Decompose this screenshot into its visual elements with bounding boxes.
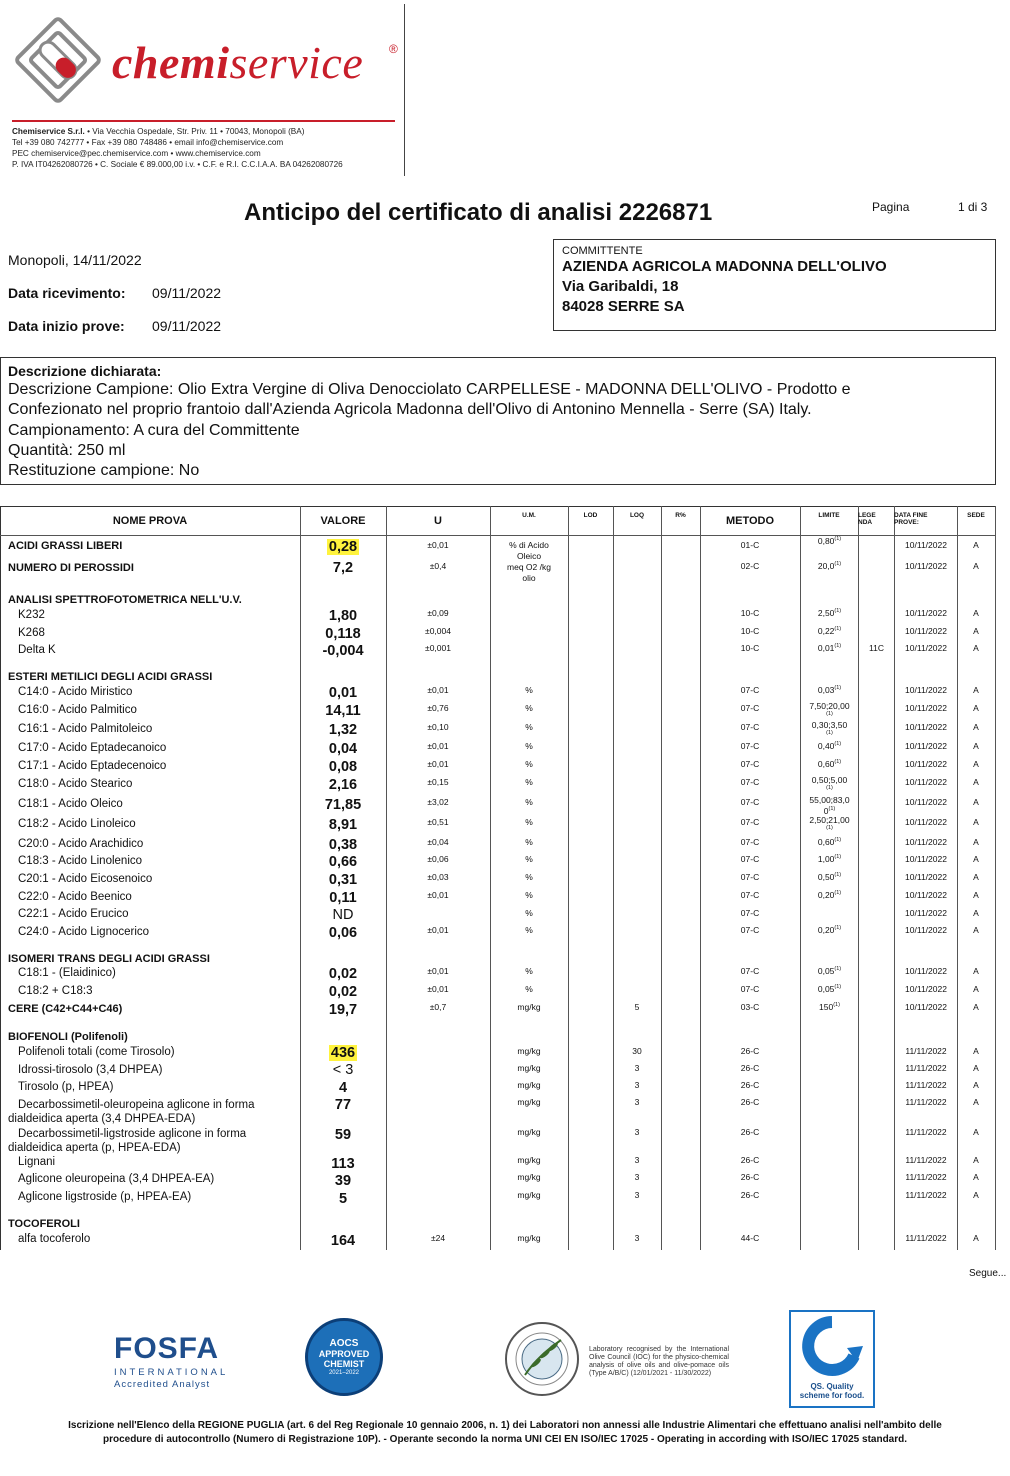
- row-method: 07-C: [740, 722, 760, 732]
- row-uncertainty: ±24: [430, 1233, 446, 1243]
- continued-note: Segue...: [969, 1268, 1007, 1279]
- page-label: Pagina: [872, 200, 910, 214]
- row-limit: 7,50;20,00 (1): [809, 701, 850, 717]
- row-method: 26-C: [740, 1080, 760, 1090]
- row-limit: 2,50;21,00 (1): [809, 815, 850, 831]
- row-unit: %: [525, 966, 533, 976]
- row-sede: A: [973, 759, 979, 769]
- row-name: K268: [18, 627, 45, 639]
- row-sede: A: [973, 837, 979, 847]
- row-date: 10/11/2022: [905, 1002, 947, 1012]
- row-date: 10/11/2022: [905, 626, 947, 636]
- column-divider: [568, 506, 569, 1250]
- row-date: 10/11/2022: [905, 908, 947, 918]
- row-name: Decarbossimetil-ligstroside aglicone in forma dialdeidica aperta (p, HPEA-EDA): [8, 1128, 247, 1154]
- row-date: 10/11/2022: [905, 854, 947, 864]
- row-uncertainty: ±0,04: [427, 837, 449, 847]
- ricevimento-value: 09/11/2022: [152, 285, 222, 301]
- row-date: 10/11/2022: [905, 703, 947, 713]
- row-sede: A: [973, 1097, 979, 1107]
- row-name: Idrossi-tirosolo (3,4 DHPEA): [18, 1064, 163, 1076]
- row-unit: mg/kg: [517, 1046, 541, 1056]
- row-value: 0,06: [328, 925, 358, 941]
- row-method: 02-C: [740, 561, 760, 571]
- row-date: 10/11/2022: [905, 540, 947, 550]
- row-uncertainty: ±0,51: [427, 817, 449, 827]
- row-loq: 5: [634, 1002, 640, 1012]
- aocs-badge: AOCS APPROVED CHEMIST 2021–2022: [305, 1318, 383, 1396]
- description-title: Descrizione dichiarata:: [8, 363, 162, 379]
- row-method: 10-C: [740, 608, 760, 618]
- row-value: 39: [334, 1173, 352, 1189]
- row-uncertainty: ±0,01: [427, 741, 449, 751]
- row-name: C22:0 - Acido Beenico: [18, 891, 132, 903]
- row-limit: 0,22$^{(1)}$: [817, 625, 842, 636]
- section-heading: ISOMERI TRANS DEGLI ACIDI GRASSI: [8, 953, 210, 965]
- row-limit: 0,01$^{(1)}$: [817, 642, 842, 653]
- row-name: C18:1 - Acido Oleico: [18, 798, 123, 810]
- row-name: C17:0 - Acido Eptadecanoico: [18, 742, 167, 754]
- row-unit: %: [525, 984, 533, 994]
- restitution-line: Restituzione campione: No: [8, 462, 200, 480]
- column-divider: [613, 506, 614, 1250]
- row-date: 10/11/2022: [905, 837, 947, 847]
- brand-wordmark: chemiservice: [112, 37, 364, 88]
- row-date: 11/11/2022: [905, 1233, 947, 1243]
- row-name: Decarbossimetil-oleuropeina aglicone in forma dialdeidica aperta (3,4 DHPEA-EDA): [8, 1099, 255, 1125]
- row-unit: %: [525, 797, 533, 807]
- row-date: 10/11/2022: [905, 797, 947, 807]
- company-address: Chemiservice S.r.l. • Via Vecchia Ospedale, Str. Priv. 11 • 70043, Monopoli (BA): [12, 127, 305, 136]
- row-value: 0,31: [328, 872, 358, 888]
- row-name: C14:0 - Acido Miristico: [18, 686, 133, 698]
- committente-box: [553, 239, 996, 331]
- row-name: C24:0 - Acido Lignocerico: [18, 926, 150, 938]
- row-date: 10/11/2022: [905, 890, 947, 900]
- row-unit: mg/kg: [517, 1063, 541, 1073]
- description-line: Descrizione Campione: Olio Extra Vergine di Oliva Denocciolato CARPELLESE - MADONNA DELL'OLIVO - Prodotto e: [8, 381, 851, 398]
- row-value: -0,004: [322, 643, 364, 659]
- row-sede: A: [973, 984, 979, 994]
- row-uncertainty: ±0,01: [427, 759, 449, 769]
- row-limit: 0,50$^{(1)}$: [817, 871, 842, 882]
- row-date: 11/11/2022: [905, 1080, 947, 1090]
- row-loq: 3: [634, 1063, 640, 1073]
- row-unit: %: [525, 759, 533, 769]
- row-date: 10/11/2022: [905, 643, 947, 653]
- row-date: 10/11/2022: [905, 925, 947, 935]
- row-value: 71,85: [324, 797, 362, 813]
- row-limit: 55,00;83,0 0$^{(1)}$: [809, 795, 850, 816]
- row-name: CERE (C42+C44+C46): [8, 1003, 123, 1015]
- row-name: C16:0 - Acido Palmitico: [18, 704, 137, 716]
- row-method: 07-C: [740, 984, 760, 994]
- col-header-legge: LEGE NDA: [858, 512, 876, 526]
- row-limit: 0,20$^{(1)}$: [817, 889, 842, 900]
- row-uncertainty: ±0,001: [425, 643, 451, 653]
- row-value: 1,32: [328, 722, 358, 738]
- row-sede: A: [973, 741, 979, 751]
- row-value: 164: [330, 1233, 356, 1249]
- row-unit: mg/kg: [517, 1127, 541, 1137]
- qs-arrow-icon: [791, 1312, 873, 1382]
- column-divider: [661, 506, 662, 1250]
- row-uncertainty: ±0,01: [427, 925, 449, 935]
- row-unit: %: [525, 925, 533, 935]
- row-method: 07-C: [740, 908, 760, 918]
- header-divider: [404, 4, 405, 176]
- row-value: 0,01: [328, 685, 358, 701]
- row-sede: A: [973, 777, 979, 787]
- row-date: 10/11/2022: [905, 777, 947, 787]
- row-value: 4: [338, 1080, 348, 1096]
- quantity-line: Quantità: 250 ml: [8, 441, 126, 459]
- row-sede: A: [973, 908, 979, 918]
- col-header-sede: SEDE: [967, 512, 985, 519]
- row-sede: A: [973, 626, 979, 636]
- row-value: 1,80: [328, 608, 358, 624]
- row-method: 26-C: [740, 1172, 760, 1182]
- row-sede: A: [973, 703, 979, 713]
- row-name: C20:1 - Acido Eicosenoico: [18, 873, 153, 885]
- column-divider: [858, 506, 859, 1250]
- row-value: 7,2: [332, 560, 354, 576]
- row-value: 0,38: [328, 837, 358, 853]
- row-unit: %: [525, 872, 533, 882]
- row-limit: 0,03$^{(1)}$: [817, 684, 842, 695]
- row-limit: 0,80$^{(1)}$: [817, 535, 842, 546]
- row-sede: A: [973, 1063, 979, 1073]
- row-limit: 0,20$^{(1)}$: [817, 924, 842, 935]
- row-uncertainty: ±0,4: [429, 561, 447, 571]
- row-legge: 11C: [869, 643, 884, 653]
- row-unit: mg/kg: [517, 1155, 541, 1165]
- row-name: Tirosolo (p, HPEA): [18, 1081, 114, 1093]
- col-header-metodo: METODO: [725, 514, 775, 527]
- row-method: 10-C: [740, 643, 760, 653]
- row-unit: %: [525, 685, 533, 695]
- row-date: 10/11/2022: [905, 817, 947, 827]
- brand-rule: [12, 120, 395, 122]
- row-limit: 2,50$^{(1)}$: [817, 607, 842, 618]
- row-loq: 30: [632, 1046, 642, 1056]
- committente-address: Via Garibaldi, 18: [562, 278, 679, 295]
- row-limit: 0,60$^{(1)}$: [817, 758, 842, 769]
- row-name: Delta K: [18, 644, 56, 656]
- row-date: 10/11/2022: [905, 741, 947, 751]
- row-uncertainty: ±0,76: [427, 703, 449, 713]
- row-sede: A: [973, 643, 979, 653]
- row-uncertainty: ±0,01: [427, 890, 449, 900]
- row-value: 19,7: [328, 1002, 358, 1018]
- row-uncertainty: ±0,01: [427, 984, 449, 994]
- company-contacts: Tel +39 080 742777 • Fax +39 080 748486 • email info@chemiservice.com: [12, 138, 284, 147]
- row-method: 07-C: [740, 741, 760, 751]
- row-loq: 3: [634, 1080, 640, 1090]
- row-name: ACIDI GRASSI LIBERI: [8, 540, 123, 552]
- row-method: 03-C: [740, 1002, 760, 1012]
- row-uncertainty: ±0,10: [427, 722, 449, 732]
- row-date: 11/11/2022: [905, 1127, 947, 1137]
- row-unit: %: [525, 817, 533, 827]
- row-method: 10-C: [740, 626, 760, 636]
- row-unit: %: [525, 703, 533, 713]
- row-unit: %: [525, 837, 533, 847]
- row-sede: A: [973, 890, 979, 900]
- row-sede: A: [973, 685, 979, 695]
- row-method: 26-C: [740, 1190, 760, 1200]
- row-limit: 0,50;5,00 (1): [811, 775, 848, 791]
- section-heading: BIOFENOLI (Polifenoli): [8, 1031, 128, 1043]
- row-unit: mg/kg: [517, 1097, 541, 1107]
- row-value: 436: [330, 1045, 356, 1061]
- row-sede: A: [973, 1172, 979, 1182]
- row-method: 07-C: [740, 966, 760, 976]
- row-name: NUMERO DI PEROSSIDI: [8, 562, 134, 574]
- row-loq: 3: [634, 1190, 640, 1200]
- row-uncertainty: ±3,02: [427, 797, 449, 807]
- col-header-limite: LIMITE: [818, 512, 840, 519]
- col-header-loq: LOQ: [629, 512, 645, 519]
- row-date: 10/11/2022: [905, 561, 947, 571]
- row-date: 10/11/2022: [905, 685, 947, 695]
- row-unit: %: [525, 777, 533, 787]
- row-unit: %: [525, 890, 533, 900]
- col-header-um: U.M.: [522, 512, 536, 519]
- row-loq: 3: [634, 1097, 640, 1107]
- row-value: 0,04: [328, 741, 358, 757]
- row-method: 07-C: [740, 703, 760, 713]
- company-web: PEC chemiservice@pec.chemiservice.com • www.chemiservice.com: [12, 149, 261, 158]
- row-sede: A: [973, 1046, 979, 1056]
- row-value: 8,91: [328, 817, 358, 833]
- col-header-r: R%: [675, 512, 686, 519]
- row-unit: mg/kg: [517, 1190, 541, 1200]
- row-name: C18:2 + C18:3: [18, 985, 93, 997]
- column-divider: [995, 506, 996, 1250]
- row-date: 11/11/2022: [905, 1155, 947, 1165]
- fosfa-subtitle: Accredited Analyst: [114, 1379, 211, 1390]
- row-method: 07-C: [740, 685, 760, 695]
- row-method: 01-C: [740, 540, 760, 550]
- row-sede: A: [973, 722, 979, 732]
- row-uncertainty: ±0,06: [427, 854, 449, 864]
- row-sede: A: [973, 854, 979, 864]
- section-heading: TOCOFEROLI: [8, 1218, 80, 1230]
- row-name: alfa tocoferolo: [18, 1233, 91, 1245]
- row-unit: mg/kg: [517, 1172, 541, 1182]
- row-value: 0,11: [329, 890, 357, 906]
- row-limit: 0,30;3,50 (1): [811, 720, 848, 736]
- row-date: 11/11/2022: [905, 1046, 947, 1056]
- row-uncertainty: ±0,004: [425, 626, 451, 636]
- legal-footer: Iscrizione nell'Elenco della REGIONE PUGLIA (art. 6 del Reg Regionale 10 gennaio 2006, n. 1) dei Laboratori non annessi alle Industrie Alimentari che effettuano analisi nell'ambito delle procedure di autocontrollo (Numero di Registrazione 10P). - Operante secondo la norma UNI CEI EN ISO/IEC 17025 - Operating in according with ISO/IEC 17025 standard.: [68, 1420, 942, 1445]
- page-number: 1 di 3: [958, 200, 988, 214]
- row-date: 10/11/2022: [905, 759, 947, 769]
- row-limit: 20,0$^{(1)}$: [817, 560, 842, 571]
- row-unit: meq O2 /kg olio: [507, 562, 551, 583]
- row-name: C18:2 - Acido Linoleico: [18, 818, 136, 830]
- row-date: 11/11/2022: [905, 1172, 947, 1182]
- row-limit: 0,40$^{(1)}$: [817, 740, 842, 751]
- row-method: 07-C: [740, 837, 760, 847]
- row-name: C18:1 - (Elaidinico): [18, 967, 116, 979]
- row-name: C22:1 - Acido Erucico: [18, 908, 129, 920]
- row-uncertainty: ±0,7: [429, 1002, 447, 1012]
- col-header-u: U: [434, 514, 442, 527]
- row-value: 0,08: [328, 759, 358, 775]
- row-value: ND: [332, 907, 354, 923]
- row-method: 44-C: [740, 1233, 760, 1243]
- row-limit: 0,60$^{(1)}$: [817, 836, 842, 847]
- row-date: 10/11/2022: [905, 872, 947, 882]
- row-limit: 150$^{(1)}$: [819, 1001, 840, 1012]
- row-method: 26-C: [740, 1097, 760, 1107]
- row-sede: A: [973, 1233, 979, 1243]
- row-value: 0,02: [328, 984, 358, 1000]
- row-name: Lignani: [18, 1156, 56, 1168]
- row-sede: A: [973, 1155, 979, 1165]
- row-uncertainty: ±0,03: [427, 872, 449, 882]
- row-loq: 3: [634, 1127, 640, 1137]
- row-name: Aglicone oleuropeina (3,4 DHPEA-EA): [18, 1173, 215, 1185]
- row-name: C18:0 - Acido Stearico: [18, 778, 133, 790]
- fosfa-subtitle: INTERNATIONAL: [114, 1367, 229, 1378]
- row-value: 0,02: [328, 966, 358, 982]
- row-value: 14,11: [325, 703, 361, 719]
- row-loq: 3: [634, 1233, 640, 1243]
- description-box: [0, 357, 996, 485]
- row-name: K232: [18, 609, 45, 621]
- row-date: 10/11/2022: [905, 608, 947, 618]
- row-value: 59: [334, 1127, 352, 1143]
- row-value: 2,16: [328, 777, 358, 793]
- row-method: 26-C: [740, 1155, 760, 1165]
- row-unit: mg/kg: [517, 1080, 541, 1090]
- row-sede: A: [973, 1190, 979, 1200]
- row-name: C16:1 - Acido Palmitoleico: [18, 723, 153, 735]
- row-method: 07-C: [740, 925, 760, 935]
- row-name: C18:3 - Acido Linolenico: [18, 855, 143, 867]
- row-unit: %: [525, 854, 533, 864]
- row-sede: A: [973, 1127, 979, 1137]
- row-value: < 3: [332, 1062, 354, 1078]
- row-name: C17:1 - Acido Eptadecenoico: [18, 760, 167, 772]
- row-value: 5: [338, 1191, 348, 1207]
- row-sede: A: [973, 797, 979, 807]
- row-date: 10/11/2022: [905, 966, 947, 976]
- row-sede: A: [973, 817, 979, 827]
- row-name: Polifenoli totali (come Tirosolo): [18, 1046, 175, 1058]
- row-method: 26-C: [740, 1127, 760, 1137]
- ioc-seal-icon: [503, 1320, 581, 1398]
- row-method: 26-C: [740, 1046, 760, 1056]
- row-method: 07-C: [740, 777, 760, 787]
- col-header-data: DATA FINE PROVE:: [894, 512, 928, 526]
- col-header-nome: NOME PROVA: [112, 514, 188, 527]
- company-fiscal: P. IVA IT04262080726 • C. Sociale € 89.000,00 i.v. • C.F. e R.I. C.C.I.A.A. BA 04262080726: [12, 160, 343, 169]
- row-limit: 1,00$^{(1)}$: [817, 853, 842, 864]
- row-name: C20:0 - Acido Arachidico: [18, 838, 144, 850]
- row-limit: 0,05$^{(1)}$: [817, 983, 842, 994]
- row-sede: A: [973, 540, 979, 550]
- row-uncertainty: ±0,15: [427, 777, 449, 787]
- row-sede: A: [973, 872, 979, 882]
- row-date: 10/11/2022: [905, 722, 947, 732]
- row-uncertainty: ±0,09: [427, 608, 449, 618]
- row-date: 11/11/2022: [905, 1190, 947, 1200]
- row-loq: 3: [634, 1172, 640, 1182]
- row-unit: %: [525, 741, 533, 751]
- row-sede: A: [973, 966, 979, 976]
- place-date: Monopoli, 14/11/2022: [8, 252, 142, 268]
- document-title: Anticipo del certificato di analisi 2226871: [244, 199, 713, 226]
- committente-label: COMMITTENTE: [562, 245, 643, 257]
- row-limit: 0,05$^{(1)}$: [817, 965, 842, 976]
- inizio-label: Data inizio prove:: [8, 318, 125, 334]
- row-method: 26-C: [740, 1063, 760, 1073]
- row-value: 113: [331, 1156, 355, 1172]
- row-date: 11/11/2022: [905, 1097, 947, 1107]
- row-value: 0,66: [328, 854, 358, 870]
- row-date: 10/11/2022: [905, 984, 947, 994]
- row-uncertainty: ±0,01: [427, 966, 449, 976]
- row-method: 07-C: [740, 797, 760, 807]
- row-unit: %: [525, 908, 533, 918]
- row-sede: A: [973, 925, 979, 935]
- qs-caption: QS. Quality scheme for food.: [799, 1382, 865, 1400]
- row-value: 77: [334, 1097, 352, 1113]
- col-header-lod: LOD: [583, 512, 598, 519]
- section-heading: ESTERI METILICI DEGLI ACIDI GRASSI: [8, 671, 213, 683]
- row-unit: %: [525, 722, 533, 732]
- row-date: 11/11/2022: [905, 1063, 947, 1073]
- row-value: 0,28: [328, 539, 358, 555]
- sampling-line: Campionamento: A cura del Committente: [8, 421, 300, 439]
- row-sede: A: [973, 608, 979, 618]
- section-heading: ANALISI SPETTROFOTOMETRICA NELL'U.V.: [8, 594, 242, 606]
- fosfa-logo: FOSFA: [114, 1332, 220, 1365]
- row-unit: mg/kg: [517, 1233, 541, 1243]
- row-unit: % di Acido Oleico: [509, 540, 549, 561]
- row-method: 07-C: [740, 854, 760, 864]
- row-sede: A: [973, 1080, 979, 1090]
- description-line: Confezionato nel proprio frantoio dall'Azienda Agricola Madonna dell'Olivo di Antonino Mennella - Serre (SA) Italy.: [8, 401, 812, 419]
- row-name: Aglicone ligstroside (p, HPEA-EA): [18, 1191, 192, 1203]
- row-unit: mg/kg: [517, 1002, 541, 1012]
- row-method: 07-C: [740, 759, 760, 769]
- row-sede: A: [973, 561, 979, 571]
- inizio-value: 09/11/2022: [152, 318, 222, 334]
- committente-city: 84028 SERRE SA: [562, 298, 685, 315]
- committente-name: AZIENDA AGRICOLA MADONNA DELL'OLIVO: [562, 258, 887, 275]
- row-uncertainty: ±0,01: [427, 685, 449, 695]
- row-value: 0,118: [325, 626, 361, 642]
- row-method: 07-C: [740, 890, 760, 900]
- row-method: 07-C: [740, 872, 760, 882]
- registered-mark: ®: [389, 42, 398, 56]
- ioc-recognition-text: Laboratory recognised by the International Olive Council (IOC) for the physico-chemical analysis of olive oils and olive-pomace oils (Type A/B/C) (12/01/2021 - 11/30/2022): [589, 1346, 729, 1377]
- row-sede: A: [973, 1002, 979, 1012]
- row-loq: 3: [634, 1155, 640, 1165]
- col-header-valore: VALORE: [320, 514, 366, 527]
- row-method: 07-C: [740, 817, 760, 827]
- ricevimento-label: Data ricevimento:: [8, 285, 126, 301]
- row-uncertainty: ±0,01: [427, 540, 449, 550]
